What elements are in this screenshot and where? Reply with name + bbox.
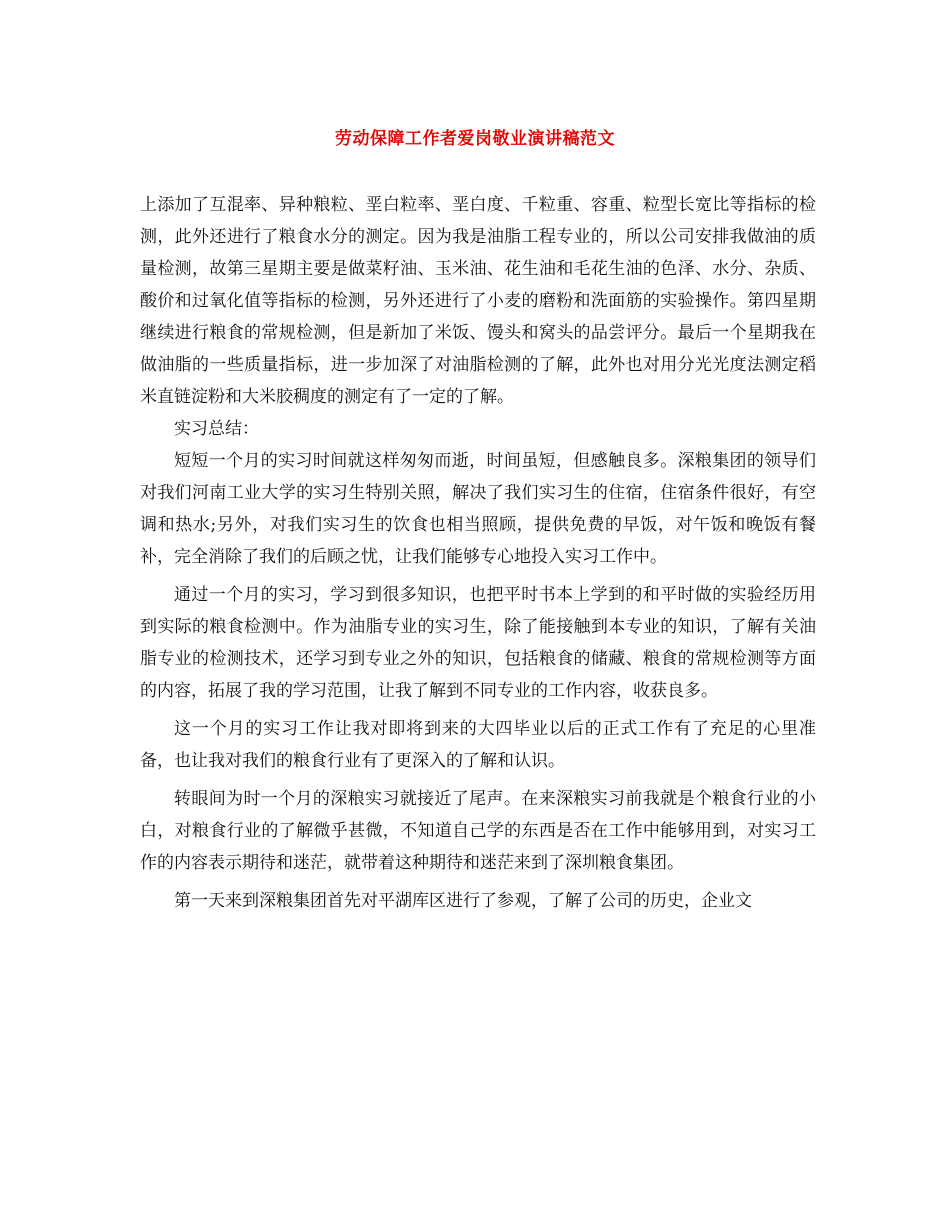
paragraph: 这一个月的实习工作让我对即将到来的大四毕业以后的正式工作有了充足的心里准备，也让我对我们的粮食行业有了更深入的了解和认识。 xyxy=(140,719,816,771)
paragraph: 通过一个月的实习，学习到很多知识，也把平时书本上学到的和平时做的实验经历用到实际的粮食检测中。作为油脂专业的实习生，除了能接触到本专业的知识，了解有关油脂专业的检测技术，还学习到专业之外的知识，包括粮食的储藏、粮食的常规检测等方面的内容，拓展了我的学习范围，让我了解到不同专业的工作内容，收获良多。 xyxy=(140,585,816,701)
document-body xyxy=(140,189,816,917)
paragraph: 短短一个月的实习时间就这样匆匆而逝，时间虽短，但感触良多。深粮集团的领导们对我们河南工业大学的实习生特别关照，解决了我们实习生的住宿，住宿条件很好，有空调和热水;另外，对我们实习生的饮食也相当照顾，提供免费的早饭，对午饭和晚饭有餐补，完全消除了我们的后顾之忧，让我们能够专心地投入实习工作中。 xyxy=(140,451,816,567)
paragraph: 第一天来到深粮集团首先对平湖库区进行了参观，了解了公司的历史，企业文 xyxy=(174,891,752,911)
paragraph-continuation: 上添加了互混率、异种粮粒、垩白粒率、垩白度、千粒重、容重、粒型长宽比等指标的检测，此外还进行了粮食水分的测定。因为我是油脂工程专业的，所以公司安排我做油的质量检测，故第三星期主要是做菜籽油、玉米油、花生油和毛花生油的色泽、水分、杂质、酸价和过氧化值等指标的检测，另外还进行了小麦的磨粉和洗面筋的实验操作。第四星期继续进行粮食的常规检测，但是新加了米饭、馒头和窝头的品尝评分。最后一个星期我在做油脂的一些质量指标，进一步加深了对油脂检测的了解，此外也对用分光光度法测定稻米直链淀粉和大米胶稠度的测定有了一定的了解。 xyxy=(140,195,816,407)
section-heading-internship-summary: 实习总结： xyxy=(174,419,259,439)
paragraph: 转眼间为时一个月的深粮实习就接近了尾声。在来深粮实习前我就是个粮食行业的小白，对粮食行业的了解微乎甚微，不知道自己学的东西是否在工作中能够用到，对实习工作的内容表示期待和迷茫，就带着这种期待和迷茫来到了深圳粮食集团。 xyxy=(140,789,816,873)
document-title: 劳动保障工作者爱岗敬业演讲稿范文 xyxy=(335,129,615,149)
